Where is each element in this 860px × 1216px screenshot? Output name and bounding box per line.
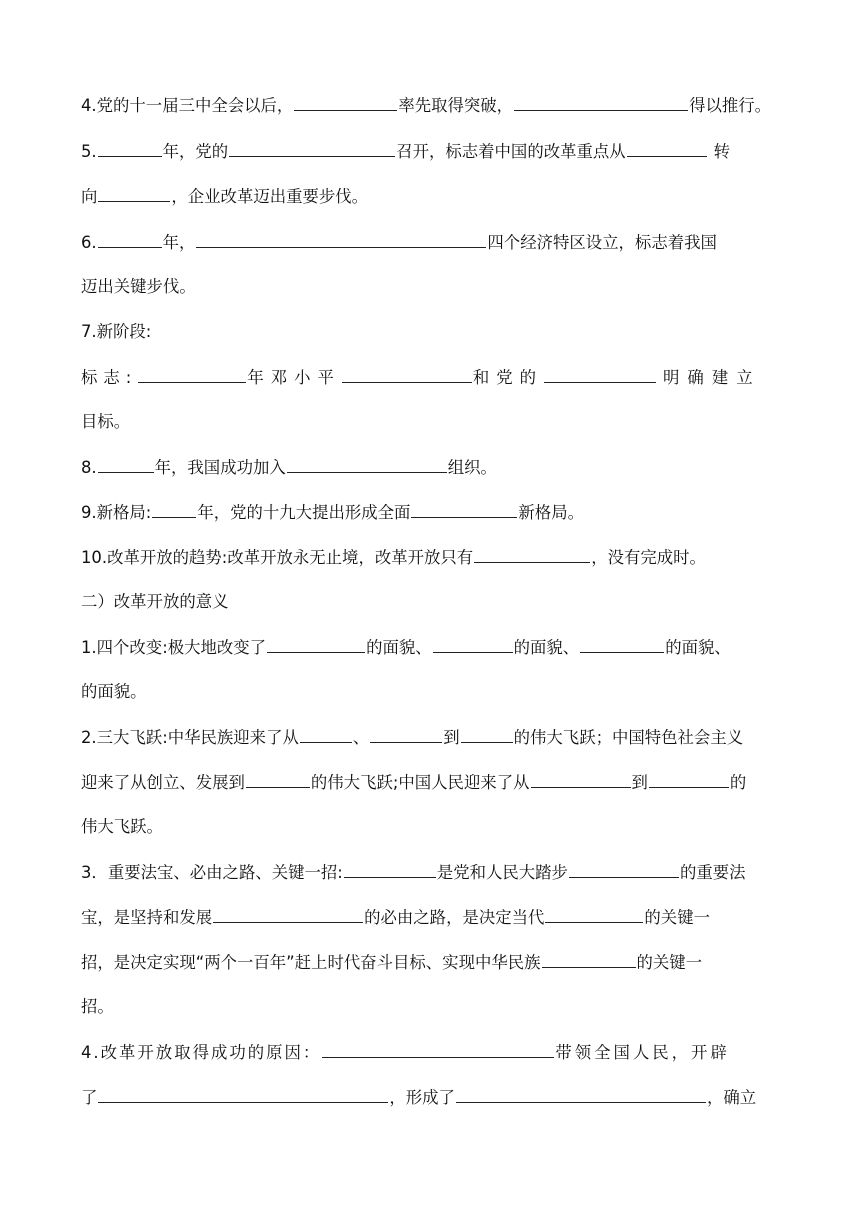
blank-line[interactable] <box>294 95 397 111</box>
text-segment: ，没有完成时。 <box>591 548 706 567</box>
blank-line[interactable] <box>474 547 590 563</box>
text-line <box>81 952 702 973</box>
text-line <box>81 277 196 297</box>
text-segment: 和党的 <box>472 368 544 387</box>
blank-line[interactable] <box>229 141 395 157</box>
blank-line[interactable] <box>98 141 162 157</box>
text-segment: 9.新格局: <box>81 503 152 522</box>
text-line <box>81 907 710 928</box>
text-segment: 的伟大飞跃；中国特色社会主义 <box>513 728 744 747</box>
blank-line[interactable] <box>649 772 729 788</box>
text-segment: 的面貌、 <box>366 638 432 657</box>
text-segment: 的关键一 <box>636 953 703 972</box>
blank-line[interactable] <box>542 952 636 968</box>
blank-line[interactable] <box>152 502 196 518</box>
text-segment: 年邓小平 <box>247 368 341 387</box>
text-segment: 迈出关键步伐。 <box>81 277 196 296</box>
text-line <box>81 457 497 478</box>
text-segment: ，企业改革迈出重要步伐。 <box>171 187 369 206</box>
text-segment: 新格局。 <box>518 503 584 522</box>
text-segment: 年，我国成功加入 <box>154 458 286 477</box>
blank-line[interactable] <box>411 502 517 518</box>
text-segment: 7.新阶段: <box>81 322 152 341</box>
text-line <box>81 1042 730 1063</box>
text-segment: 召开，标志着中国的改革重点从 <box>396 142 626 161</box>
blank-line[interactable] <box>433 637 513 653</box>
text-segment: 的必由之路，是决定当代 <box>364 908 545 927</box>
blank-line[interactable] <box>98 457 154 473</box>
text-segment: 标志: <box>81 368 138 387</box>
text-segment: 年，党的十九大提出形成全面 <box>197 503 411 522</box>
text-segment: 到 <box>631 773 648 792</box>
text-segment: 组织。 <box>447 458 497 477</box>
text-segment: 6. <box>81 233 97 252</box>
text-segment: 的伟大飞跃;中国人民迎来了从 <box>310 773 530 792</box>
blank-line[interactable] <box>531 772 631 788</box>
blank-line[interactable] <box>342 367 472 383</box>
text-segment: 3．重要法宝、必由之路、关键一招: <box>81 863 343 882</box>
text-line <box>81 232 717 253</box>
text-line <box>81 412 130 432</box>
text-segment: 、 <box>352 728 370 747</box>
text-segment: 4.党的十一届三中全会以后， <box>81 96 294 115</box>
text-segment: 4.改革开放取得成功的原因： <box>81 1043 322 1062</box>
text-segment: 招。 <box>81 997 114 1016</box>
text-line <box>81 637 731 658</box>
text-segment: 的关键一 <box>644 908 710 927</box>
text-segment: ，形成了 <box>389 1088 455 1107</box>
text-line <box>81 502 584 523</box>
blank-line[interactable] <box>98 1087 388 1103</box>
text-segment: 8. <box>81 458 97 477</box>
text-segment: 的面貌、 <box>513 638 580 657</box>
text-segment: 目标。 <box>81 412 131 431</box>
text-segment: 宝，是坚持和发展 <box>81 908 213 927</box>
text-segment: 10.改革开放的趋势:改革开放永无止境，改革开放只有 <box>81 548 474 567</box>
text-segment: 5. <box>81 142 97 161</box>
text-segment: 是党和人民大踏步 <box>436 863 568 882</box>
blank-line[interactable] <box>98 232 162 248</box>
text-segment: 的面貌、 <box>665 638 731 657</box>
text-segment: 伟大飞跃。 <box>81 817 163 836</box>
blank-line[interactable] <box>580 637 664 653</box>
text-segment: 迎来了从创立、发展到 <box>81 773 245 792</box>
text-line <box>81 322 151 342</box>
blank-line[interactable] <box>246 772 310 788</box>
blank-line[interactable] <box>267 637 365 653</box>
blank-line[interactable] <box>322 1042 554 1058</box>
text-line <box>81 367 761 388</box>
section-heading <box>81 592 229 612</box>
text-segment: 得以推行。 <box>689 96 772 115</box>
blank-line[interactable] <box>461 727 513 743</box>
text-segment: 的重要法 <box>679 863 746 882</box>
text-line <box>81 682 147 702</box>
blank-line[interactable] <box>456 1087 706 1103</box>
text-segment: ，确立 <box>706 1088 757 1107</box>
text-segment: 带领全国人民，开辟 <box>555 1043 730 1062</box>
text-segment: 到 <box>443 728 460 747</box>
blank-line[interactable] <box>569 862 679 878</box>
text-line <box>81 95 771 116</box>
text-segment: 1.四个改变:极大地改变了 <box>81 638 267 657</box>
text-segment: 率先取得突破， <box>398 96 514 115</box>
blank-line[interactable] <box>138 367 246 383</box>
text-segment: 的面貌。 <box>81 682 147 701</box>
blank-line[interactable] <box>545 907 643 923</box>
blank-line[interactable] <box>344 862 436 878</box>
blank-line[interactable] <box>196 232 486 248</box>
blank-line[interactable] <box>370 727 442 743</box>
blank-line[interactable] <box>514 95 688 111</box>
text-segment: 了 <box>81 1088 98 1107</box>
text-line <box>81 817 163 837</box>
text-line <box>81 862 746 883</box>
text-segment: 明确建立 <box>663 368 761 387</box>
text-segment: 的 <box>729 773 747 792</box>
blank-line[interactable] <box>98 186 170 202</box>
text-segment: 招，是决定实现“两个一百年”赶上时代奋斗目标、实现中华民族 <box>81 953 541 972</box>
blank-line[interactable] <box>213 907 363 923</box>
text-line <box>81 997 114 1017</box>
text-line <box>81 186 368 207</box>
text-segment: 2.三大飞跃:中华民族迎来了从 <box>81 728 299 747</box>
text-segment: 二）改革开放的意义 <box>81 592 229 611</box>
text-line <box>81 141 730 162</box>
text-line <box>81 547 706 568</box>
blank-line[interactable] <box>287 457 447 473</box>
text-segment: 向 <box>81 187 98 206</box>
blank-line[interactable] <box>627 141 707 157</box>
text-line <box>81 772 746 793</box>
text-line <box>81 727 743 748</box>
text-segment: 年，党的 <box>162 142 229 161</box>
text-segment: 四个经济特区设立，标志着我国 <box>487 233 717 252</box>
blank-line[interactable] <box>300 727 352 743</box>
text-line <box>81 1087 756 1108</box>
blank-line[interactable] <box>544 367 656 383</box>
text-segment: 年， <box>162 233 196 252</box>
text-segment: 转 <box>713 142 731 161</box>
